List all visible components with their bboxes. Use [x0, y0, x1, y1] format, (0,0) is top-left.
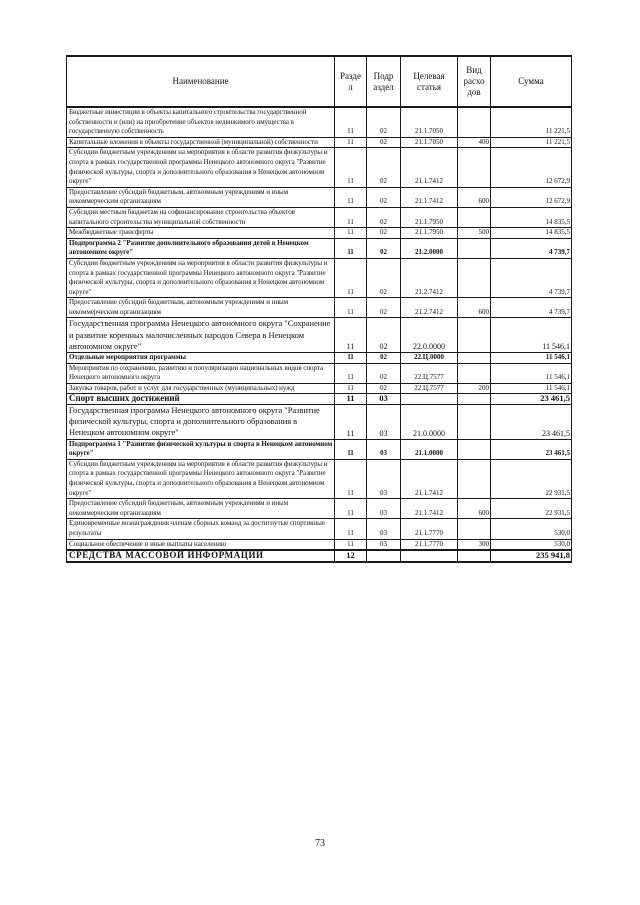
cell-kind: 600 — [458, 298, 491, 318]
cell-target: 21.1.7950 — [401, 207, 458, 227]
cell-name: Капитальные вложения в объекты государственной (муниципальной) собственности — [67, 137, 335, 148]
cell-section: 11 — [335, 394, 367, 405]
cell-section: 11 — [335, 258, 367, 297]
table-row — [67, 187, 572, 207]
cell-sum: 12 672,9 — [491, 187, 572, 207]
cell-subsection: 02 — [367, 383, 401, 394]
cell-target: 22.Ц.7577 — [401, 363, 458, 383]
cell-section: 11 — [335, 298, 367, 318]
cell-sum: 530,0 — [491, 539, 572, 550]
cell-subsection: 03 — [367, 499, 401, 519]
cell-name: Бюджетные инвестиции в объекты капитального строительства государственной собственности и (или) на приобретение объектов недвижимого имущества в государственную собственность — [67, 107, 335, 137]
cell-kind — [458, 107, 491, 137]
cell-name: Государственная программа Ненецкого автономного округа "Сохранение и развитие коренных малочисленных народов Севера в Ненецком автономном округе" — [67, 318, 335, 353]
cell-name: Спорт высших достижений — [67, 394, 335, 405]
cell-section: 11 — [335, 499, 367, 519]
cell-subsection: 02 — [367, 228, 401, 239]
cell-section: 11 — [335, 187, 367, 207]
cell-name: Предоставление субсидий бюджетным, автономным учреждениям и иным некоммерческим организациям — [67, 499, 335, 519]
cell-sum: 11 546,1 — [491, 363, 572, 383]
header-sum: Сумма — [491, 56, 572, 107]
cell-section: 11 — [335, 238, 367, 258]
table-row — [67, 148, 572, 187]
cell-section: 11 — [335, 439, 367, 459]
header-target: Целевая статья — [401, 56, 458, 107]
cell-kind — [458, 519, 491, 539]
cell-sum: 235 941,8 — [491, 550, 572, 562]
cell-target: 21.1.7412 — [401, 148, 458, 187]
header-name: Наименование — [67, 56, 335, 107]
cell-subsection: 03 — [367, 439, 401, 459]
cell-name: Предоставление субсидий бюджетным, автономным учреждениям и иным некоммерческим организациям — [67, 298, 335, 318]
cell-target: 21.1.7770 — [401, 539, 458, 550]
table-row — [67, 499, 572, 519]
cell-kind — [458, 318, 491, 353]
cell-name: Единовременные вознаграждения членам сборных команд за достигнутые спортивные результаты — [67, 519, 335, 539]
cell-section: 11 — [335, 207, 367, 227]
cell-name: Субсидии бюджетным учреждениям на мероприятия в области развития физкультуры и спорта в рамках государственной программы Ненецкого автономного округа "Развитие физической культуры, спорта и дополнительного образования в Ненецком автономном округе" — [67, 258, 335, 297]
cell-sum: 11 546,1 — [491, 318, 572, 353]
cell-sum: 4 739,7 — [491, 258, 572, 297]
cell-sum: 14 835,5 — [491, 207, 572, 227]
cell-sum: 23 461,5 — [491, 394, 572, 405]
table-row — [67, 519, 572, 539]
page-number: 73 — [315, 838, 325, 849]
table-row — [67, 107, 572, 137]
table-row — [67, 383, 572, 394]
cell-sum: 11 546,1 — [491, 383, 572, 394]
cell-name: Межбюджетные трансферты — [67, 228, 335, 239]
cell-subsection: 03 — [367, 539, 401, 550]
table-row — [67, 353, 572, 364]
cell-target: 21.2.0000 — [401, 238, 458, 258]
cell-section: 11 — [335, 539, 367, 550]
cell-sum: 23 461,5 — [491, 405, 572, 440]
cell-target: 21.1.7950 — [401, 228, 458, 239]
cell-subsection: 02 — [367, 107, 401, 137]
cell-kind — [458, 550, 491, 562]
header-subsection: Подр аздел — [367, 56, 401, 107]
cell-subsection: 02 — [367, 363, 401, 383]
cell-sum: 11 546,1 — [491, 353, 572, 364]
cell-name: Государственная программа Ненецкого автономного округа "Развитие физической культуры, спорта и дополнительного образования в Ненецком автономном округе" — [67, 405, 335, 440]
table-row — [67, 258, 572, 297]
cell-sum: 11 221,5 — [491, 107, 572, 137]
cell-subsection: 03 — [367, 459, 401, 498]
cell-subsection: 02 — [367, 318, 401, 353]
table-row — [67, 405, 572, 440]
cell-kind — [458, 405, 491, 440]
cell-name: Субсидии бюджетным учреждениям на мероприятия в области развития физкультуры и спорта в рамках государственной программы Ненецкого автономного округа "Развитие физической культуры, спорта и дополнительного образования в Ненецком автономном округе" — [67, 459, 335, 498]
cell-name: Мероприятия по сохранению, развитию и популяризации национальных видов спорта Ненецкого автономного округа — [67, 363, 335, 383]
cell-kind — [458, 459, 491, 498]
cell-kind — [458, 353, 491, 364]
cell-section: 11 — [335, 459, 367, 498]
cell-sum: 23 461,5 — [491, 439, 572, 459]
cell-target: 21.1.7770 — [401, 519, 458, 539]
cell-section: 11 — [335, 107, 367, 137]
cell-target: 21.1.7050 — [401, 137, 458, 148]
table-row — [67, 439, 572, 459]
cell-sum: 22 931,5 — [491, 499, 572, 519]
cell-section: 11 — [335, 519, 367, 539]
cell-sum: 14 835,5 — [491, 228, 572, 239]
cell-kind — [458, 439, 491, 459]
header-section: Разде л — [335, 56, 367, 107]
cell-name: Подпрограмма 2 "Развитие дополнительного образования детей в Ненецком автономном округе" — [67, 238, 335, 258]
cell-section: 11 — [335, 148, 367, 187]
cell-kind: 600 — [458, 499, 491, 519]
cell-target: 21.2.7412 — [401, 258, 458, 297]
cell-kind: 400 — [458, 137, 491, 148]
cell-kind: 200 — [458, 383, 491, 394]
cell-kind: 500 — [458, 228, 491, 239]
budget-table — [66, 55, 572, 563]
cell-subsection: 03 — [367, 519, 401, 539]
cell-name: Предоставление субсидий бюджетным, автономным учреждениям и иным некоммерческим организациям — [67, 187, 335, 207]
table-row — [67, 550, 572, 562]
cell-name: Закупка товаров, работ и услуг для государственных (муниципальных) нужд — [67, 383, 335, 394]
cell-name: Отдельные мероприятия программы — [67, 353, 335, 364]
cell-section: 11 — [335, 318, 367, 353]
cell-target: 21.1.0000 — [401, 439, 458, 459]
cell-kind: 300 — [458, 539, 491, 550]
cell-target: 21.2.7412 — [401, 298, 458, 318]
cell-kind — [458, 238, 491, 258]
header-kind: Вид расхо дов — [458, 56, 491, 107]
cell-name: Подпрограмма 1 "Развитие физической культуры и спорта в Ненецком автономном округе" — [67, 439, 335, 459]
cell-section: 11 — [335, 383, 367, 394]
cell-subsection: 02 — [367, 148, 401, 187]
cell-target: 21.1.7050 — [401, 107, 458, 137]
table-row — [67, 459, 572, 498]
cell-subsection: 02 — [367, 298, 401, 318]
cell-section: 11 — [335, 405, 367, 440]
table-row — [67, 298, 572, 318]
cell-kind — [458, 394, 491, 405]
cell-kind — [458, 363, 491, 383]
table-header-row — [67, 56, 572, 107]
cell-target: 22.0.0000 — [401, 318, 458, 353]
cell-section: 11 — [335, 353, 367, 364]
cell-kind — [458, 148, 491, 187]
cell-target: 21.1.7412 — [401, 499, 458, 519]
cell-subsection — [367, 550, 401, 562]
cell-section: 11 — [335, 363, 367, 383]
cell-target: 22.Ц.7577 — [401, 383, 458, 394]
cell-subsection: 02 — [367, 187, 401, 207]
cell-target: 22.Ц.0000 — [401, 353, 458, 364]
cell-section: 12 — [335, 550, 367, 562]
table-row — [67, 207, 572, 227]
cell-section: 11 — [335, 228, 367, 239]
cell-sum: 4 739,7 — [491, 298, 572, 318]
cell-kind: 600 — [458, 187, 491, 207]
cell-subsection: 03 — [367, 405, 401, 440]
budget-table-container — [66, 55, 571, 563]
table-row — [67, 363, 572, 383]
cell-section: 11 — [335, 137, 367, 148]
cell-target: 21.1.7412 — [401, 187, 458, 207]
table-row — [67, 137, 572, 148]
cell-subsection: 02 — [367, 137, 401, 148]
cell-name: Субсидии местным бюджетам на софинансирование строительства объектов капитального строительства муниципальной собственности — [67, 207, 335, 227]
cell-sum: 12 672,9 — [491, 148, 572, 187]
table-row — [67, 228, 572, 239]
cell-subsection: 02 — [367, 258, 401, 297]
cell-sum: 22 931,5 — [491, 459, 572, 498]
cell-name: Социальное обеспечение и иные выплаты населению — [67, 539, 335, 550]
table-row — [67, 539, 572, 550]
cell-target — [401, 550, 458, 562]
cell-target: 21.0.0000 — [401, 405, 458, 440]
cell-kind — [458, 207, 491, 227]
cell-subsection: 02 — [367, 207, 401, 227]
cell-sum: 4 739,7 — [491, 238, 572, 258]
cell-subsection: 02 — [367, 353, 401, 364]
cell-name: СРЕДСТВА МАССОВОЙ ИНФОРМАЦИИ — [67, 550, 335, 562]
cell-target — [401, 394, 458, 405]
cell-subsection: 02 — [367, 238, 401, 258]
table-row — [67, 238, 572, 258]
cell-subsection: 03 — [367, 394, 401, 405]
table-row — [67, 318, 572, 353]
cell-name: Субсидии бюджетным учреждениям на мероприятия в области развития физкультуры и спорта в рамках государственной программы Ненецкого автономного округа "Развитие физической культуры, спорта и дополнительного образования в Ненецком автономном округе" — [67, 148, 335, 187]
table-row — [67, 394, 572, 405]
cell-kind — [458, 258, 491, 297]
cell-target: 21.1.7412 — [401, 459, 458, 498]
cell-sum: 530,0 — [491, 519, 572, 539]
cell-sum: 11 221,5 — [491, 137, 572, 148]
